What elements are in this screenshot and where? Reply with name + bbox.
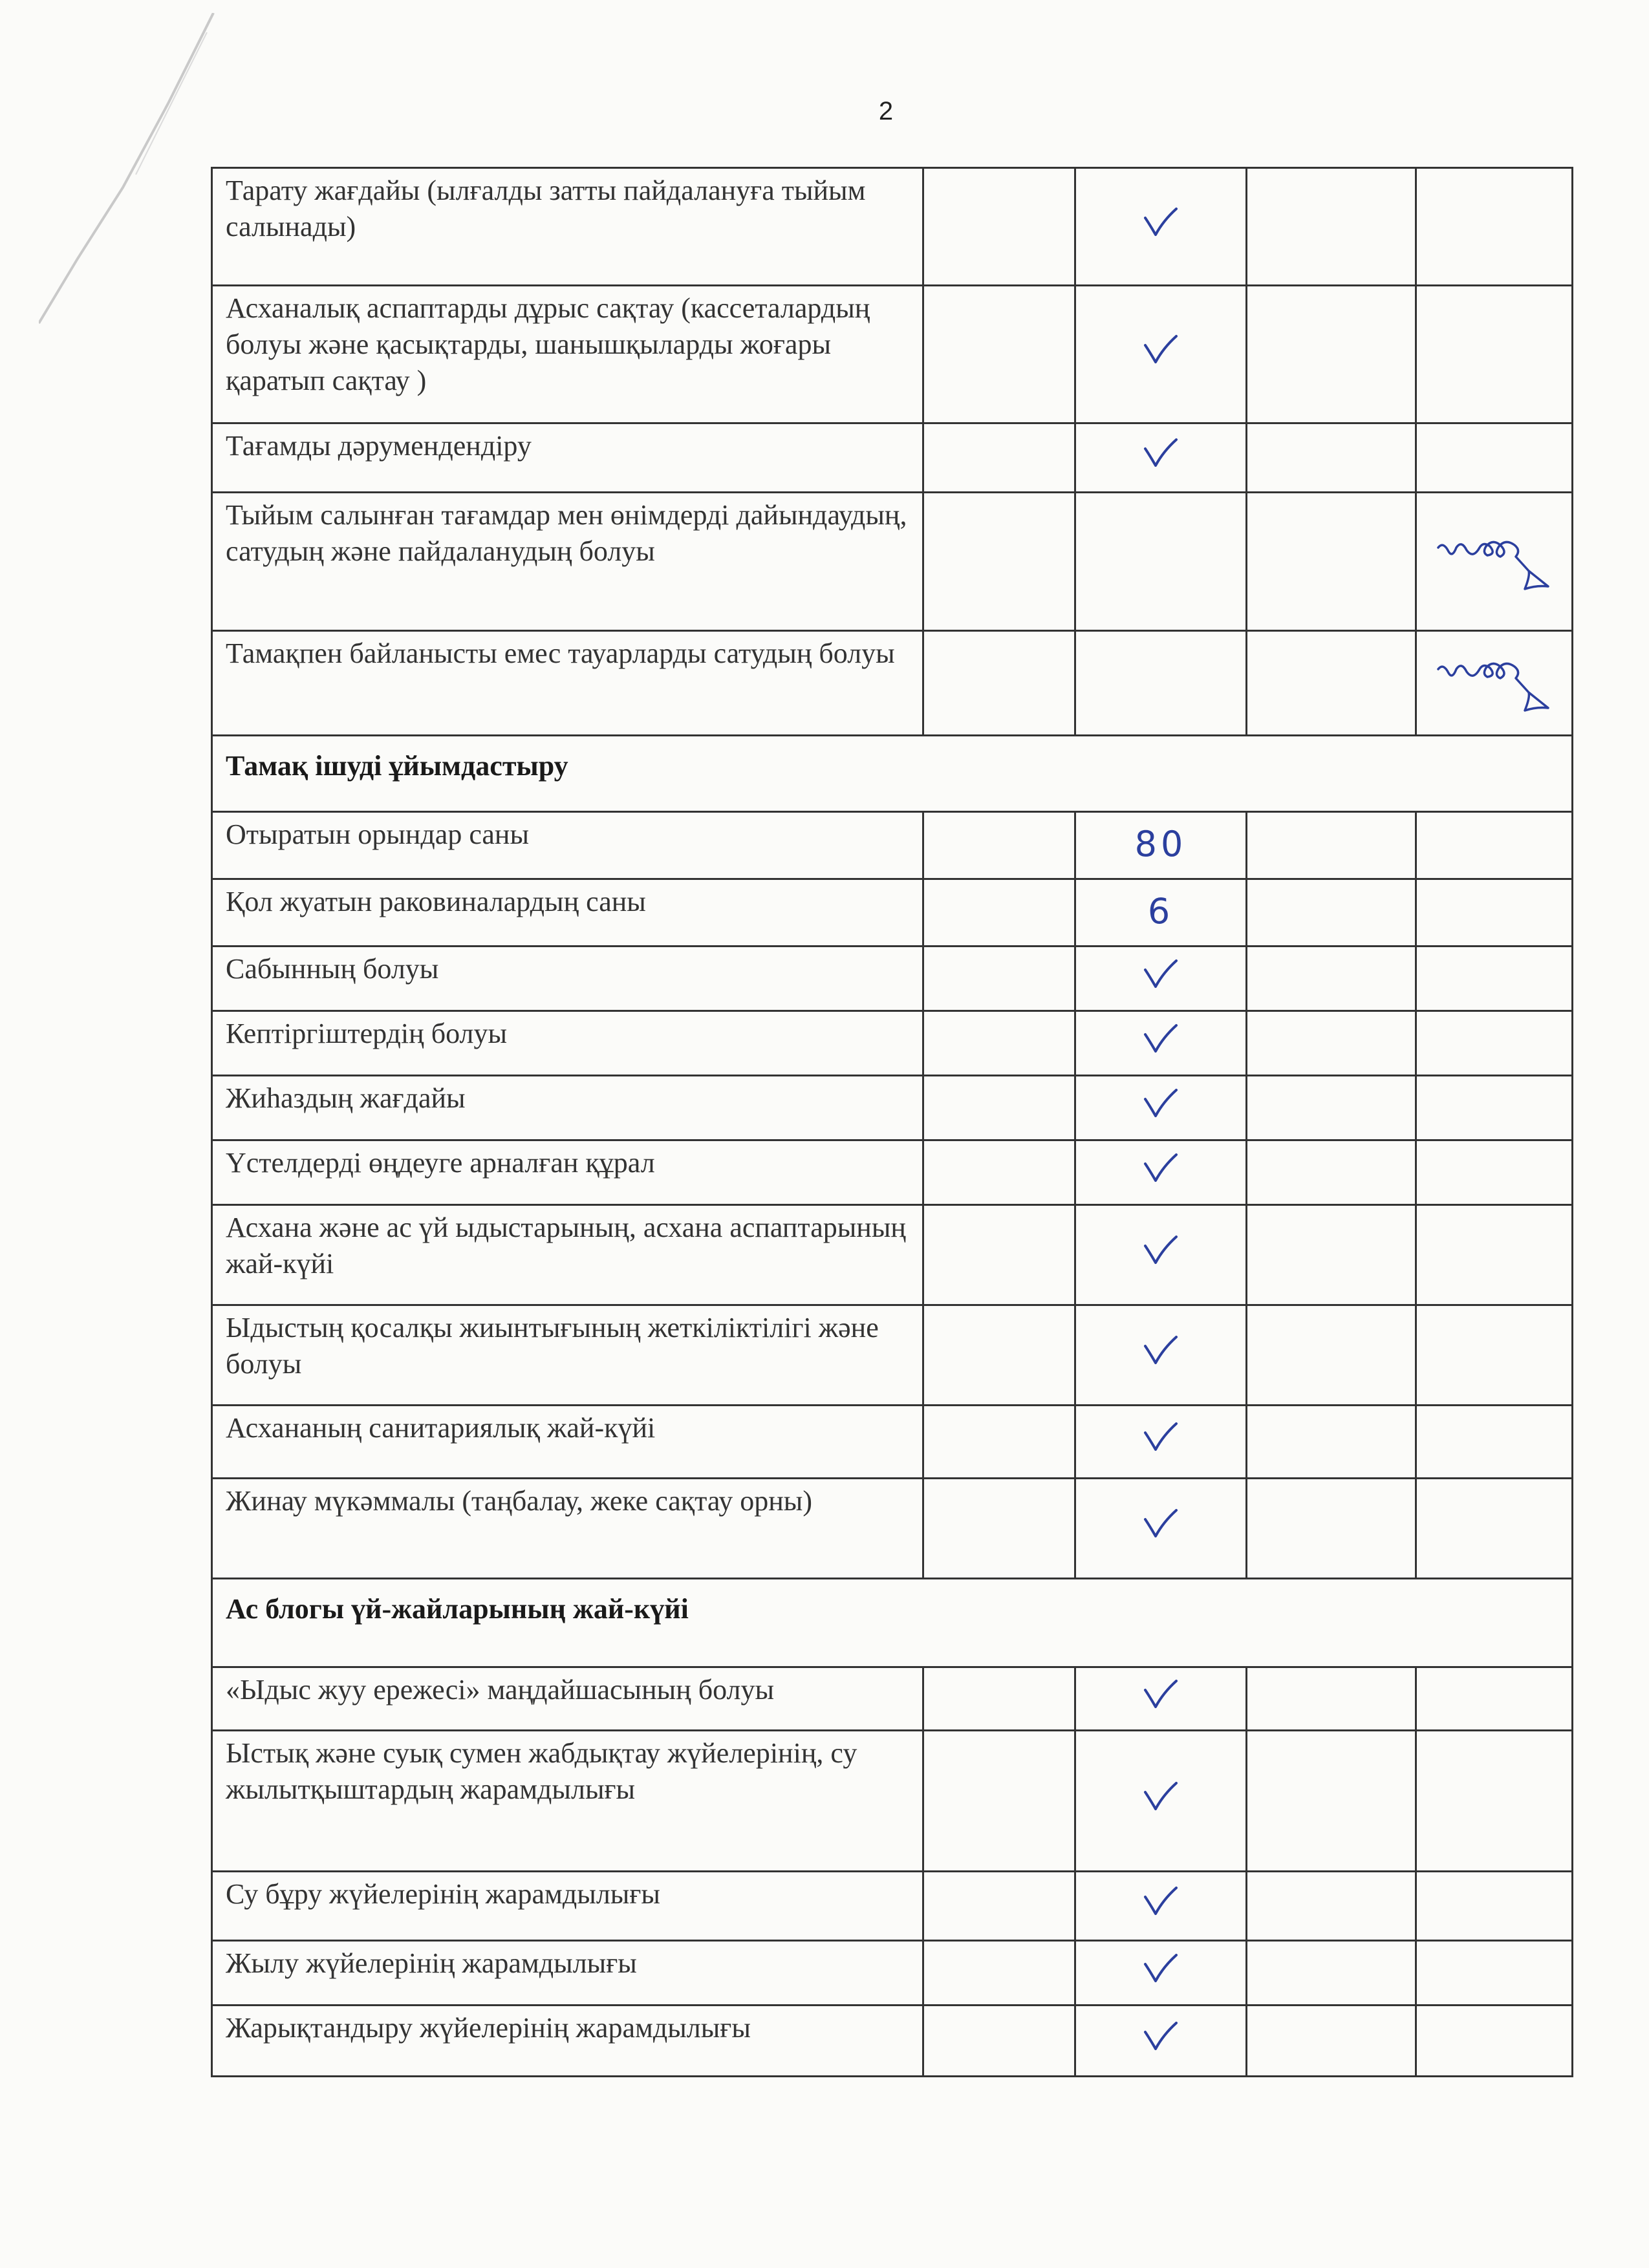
criterion-label: Ыстық және суық сумен жабдықтау жүйелерінің, су жылытқыштардың жарамдылығы	[212, 1731, 923, 1872]
column-3-cell	[1247, 1872, 1416, 1941]
column-1-cell	[923, 168, 1075, 286]
checklist-row	[212, 1872, 1573, 1941]
column-1-cell	[923, 812, 1075, 879]
column-3-cell	[1247, 812, 1416, 879]
checklist-row	[212, 812, 1573, 879]
column-1-cell	[923, 493, 1075, 631]
column-1-cell	[923, 1140, 1075, 1205]
column-4-cell	[1416, 631, 1573, 736]
column-2-cell	[1075, 812, 1247, 879]
column-4-cell	[1416, 1731, 1573, 1872]
column-3-cell	[1247, 1731, 1416, 1872]
handwritten-count: 80	[1134, 823, 1187, 864]
column-4-cell	[1416, 1140, 1573, 1205]
handwritten-check-icon	[1141, 1885, 1180, 1918]
criterion-label: Жылу жүйелерінің жарамдылығы	[212, 1941, 923, 2006]
criterion-label: Жиһаздың жағдайы	[212, 1076, 923, 1140]
checklist-row	[212, 1011, 1573, 1076]
criterion-label: Тыйым салынған тағамдар мен өнімдерді дайындаудың, сатудың және пайдаланудың болуы	[212, 493, 923, 631]
column-3-cell	[1247, 947, 1416, 1011]
column-4-cell	[1416, 493, 1573, 631]
column-3-cell	[1247, 1076, 1416, 1140]
column-4-cell	[1416, 2006, 1573, 2077]
column-2-cell	[1075, 1941, 1247, 2006]
handwritten-check-icon	[1141, 1234, 1180, 1267]
column-1-cell	[923, 423, 1075, 493]
column-4-cell	[1416, 1205, 1573, 1305]
handwritten-check-icon	[1141, 437, 1180, 469]
handwritten-count: 6	[1147, 890, 1174, 932]
handwritten-check-icon	[1141, 1781, 1180, 1813]
column-2-cell	[1075, 1872, 1247, 1941]
criterion-label: Қол жуатын раковиналардың саны	[212, 879, 923, 947]
checklist-row	[212, 2006, 1573, 2077]
column-2-cell	[1075, 1406, 1247, 1479]
column-4-cell	[1416, 1011, 1573, 1076]
column-1-cell	[923, 1667, 1075, 1731]
checklist-row	[212, 423, 1573, 493]
column-2-cell	[1075, 1140, 1247, 1205]
page-number: 2	[878, 97, 894, 125]
checklist-row	[212, 1479, 1573, 1579]
checklist-row	[212, 1305, 1573, 1406]
column-2-cell	[1075, 1205, 1247, 1305]
column-1-cell	[923, 879, 1075, 947]
column-3-cell	[1247, 423, 1416, 493]
checklist-row	[212, 947, 1573, 1011]
column-3-cell	[1247, 1011, 1416, 1076]
column-3-cell	[1247, 2006, 1416, 2077]
checklist-row	[212, 168, 1573, 286]
column-2-cell	[1075, 1011, 1247, 1076]
handwritten-check-icon	[1141, 334, 1180, 366]
handwritten-check-icon	[1141, 1087, 1180, 1120]
column-2-cell	[1075, 631, 1247, 736]
section-header-row	[212, 736, 1573, 812]
column-3-cell	[1247, 1479, 1416, 1579]
column-2-cell	[1075, 423, 1247, 493]
criterion-label: Асхананың санитариялық жай-күйі	[212, 1406, 923, 1479]
column-2-cell	[1075, 1667, 1247, 1731]
column-4-cell	[1416, 1667, 1573, 1731]
column-1-cell	[923, 1011, 1075, 1076]
handwritten-check-icon	[1141, 1023, 1180, 1055]
criterion-label: Асхана және ас үй ыдыстарының, асхана аспаптарының жай-күйі	[212, 1205, 923, 1305]
column-1-cell	[923, 1731, 1075, 1872]
criterion-label: Кептіргіштердің болуы	[212, 1011, 923, 1076]
column-1-cell	[923, 1479, 1075, 1579]
checklist-row	[212, 1140, 1573, 1205]
column-1-cell	[923, 1941, 1075, 2006]
handwritten-jok-signature	[1433, 643, 1556, 714]
criterion-label: Асханалық аспаптарды дұрыс сақтау (кассеталардың болуы және қасықтарды, шанышқыларды жоғары қаратып сақтау )	[212, 286, 923, 423]
column-3-cell	[1247, 168, 1416, 286]
column-1-cell	[923, 1076, 1075, 1140]
criterion-label: Тағамды дәрумендендіру	[212, 423, 923, 493]
checklist-row	[212, 1076, 1573, 1140]
column-3-cell	[1247, 1406, 1416, 1479]
column-1-cell	[923, 2006, 1075, 2077]
checklist-row	[212, 1406, 1573, 1479]
checklist-row	[212, 286, 1573, 423]
column-1-cell	[923, 286, 1075, 423]
criterion-label: Сабынның болуы	[212, 947, 923, 1011]
criterion-label: Су бұру жүйелерінің жарамдылығы	[212, 1872, 923, 1941]
column-2-cell	[1075, 1305, 1247, 1406]
column-4-cell	[1416, 1406, 1573, 1479]
handwritten-check-icon	[1141, 1152, 1180, 1184]
column-2-cell	[1075, 879, 1247, 947]
column-2-cell	[1075, 493, 1247, 631]
column-3-cell	[1247, 1305, 1416, 1406]
handwritten-check-icon	[1141, 1421, 1180, 1453]
column-4-cell	[1416, 1941, 1573, 2006]
checklist-row	[212, 879, 1573, 947]
column-4-cell	[1416, 286, 1573, 423]
criterion-label: Үстелдерді өңдеуге арналған құрал	[212, 1140, 923, 1205]
column-4-cell	[1416, 1872, 1573, 1941]
column-3-cell	[1247, 1140, 1416, 1205]
column-2-cell	[1075, 947, 1247, 1011]
handwritten-check-icon	[1141, 1508, 1180, 1540]
handwritten-check-icon	[1141, 1678, 1180, 1711]
checklist-row	[212, 1667, 1573, 1731]
criterion-label: Ыдыстың қосалқы жиынтығының жеткіліктілігі және болуы	[212, 1305, 923, 1406]
handwritten-check-icon	[1141, 1952, 1180, 1985]
column-2-cell	[1075, 1076, 1247, 1140]
column-4-cell	[1416, 1305, 1573, 1406]
section-title: Тамақ ішуді ұйымдастыру	[212, 736, 1573, 812]
column-3-cell	[1247, 1205, 1416, 1305]
checklist-row	[212, 1205, 1573, 1305]
criterion-label: «Ыдыс жуу ережесі» маңдайшасының болуы	[212, 1667, 923, 1731]
column-1-cell	[923, 631, 1075, 736]
section-title: Ас блогы үй-жайларының жай-күйі	[212, 1579, 1573, 1667]
column-3-cell	[1247, 1941, 1416, 2006]
column-4-cell	[1416, 947, 1573, 1011]
column-1-cell	[923, 1305, 1075, 1406]
checklist-row	[212, 631, 1573, 736]
inspection-checklist-table	[211, 167, 1573, 2077]
handwritten-check-icon	[1141, 2020, 1180, 2053]
column-2-cell	[1075, 1479, 1247, 1579]
handwritten-check-icon	[1141, 1334, 1180, 1367]
column-4-cell	[1416, 423, 1573, 493]
column-3-cell	[1247, 879, 1416, 947]
column-3-cell	[1247, 286, 1416, 423]
checklist-row	[212, 1941, 1573, 2006]
column-2-cell	[1075, 286, 1247, 423]
criterion-label: Жинау мүкәммалы (таңбалау, жеке сақтау орны)	[212, 1479, 923, 1579]
column-1-cell	[923, 1406, 1075, 1479]
column-4-cell	[1416, 1479, 1573, 1579]
column-4-cell	[1416, 1076, 1573, 1140]
column-4-cell	[1416, 879, 1573, 947]
scan-edge-artifact	[39, 13, 226, 336]
checklist-row	[212, 1731, 1573, 1872]
column-1-cell	[923, 1872, 1075, 1941]
criterion-label: Тарату жағдайы (ылғалды затты пайдалануға тыйым салынады)	[212, 168, 923, 286]
criterion-label: Тамақпен байланысты емес тауарларды сатудың болуы	[212, 631, 923, 736]
column-4-cell	[1416, 168, 1573, 286]
handwritten-check-icon	[1141, 958, 1180, 990]
column-2-cell	[1075, 1731, 1247, 1872]
column-4-cell	[1416, 812, 1573, 879]
criterion-label: Отыратын орындар саны	[212, 812, 923, 879]
column-3-cell	[1247, 493, 1416, 631]
column-1-cell	[923, 947, 1075, 1011]
column-1-cell	[923, 1205, 1075, 1305]
column-3-cell	[1247, 1667, 1416, 1731]
criterion-label: Жарықтандыру жүйелерінің жарамдылығы	[212, 2006, 923, 2077]
section-header-row	[212, 1579, 1573, 1667]
column-2-cell	[1075, 2006, 1247, 2077]
handwritten-check-icon	[1141, 206, 1180, 239]
column-2-cell	[1075, 168, 1247, 286]
handwritten-jok-signature	[1433, 522, 1556, 593]
checklist-row	[212, 493, 1573, 631]
column-3-cell	[1247, 631, 1416, 736]
